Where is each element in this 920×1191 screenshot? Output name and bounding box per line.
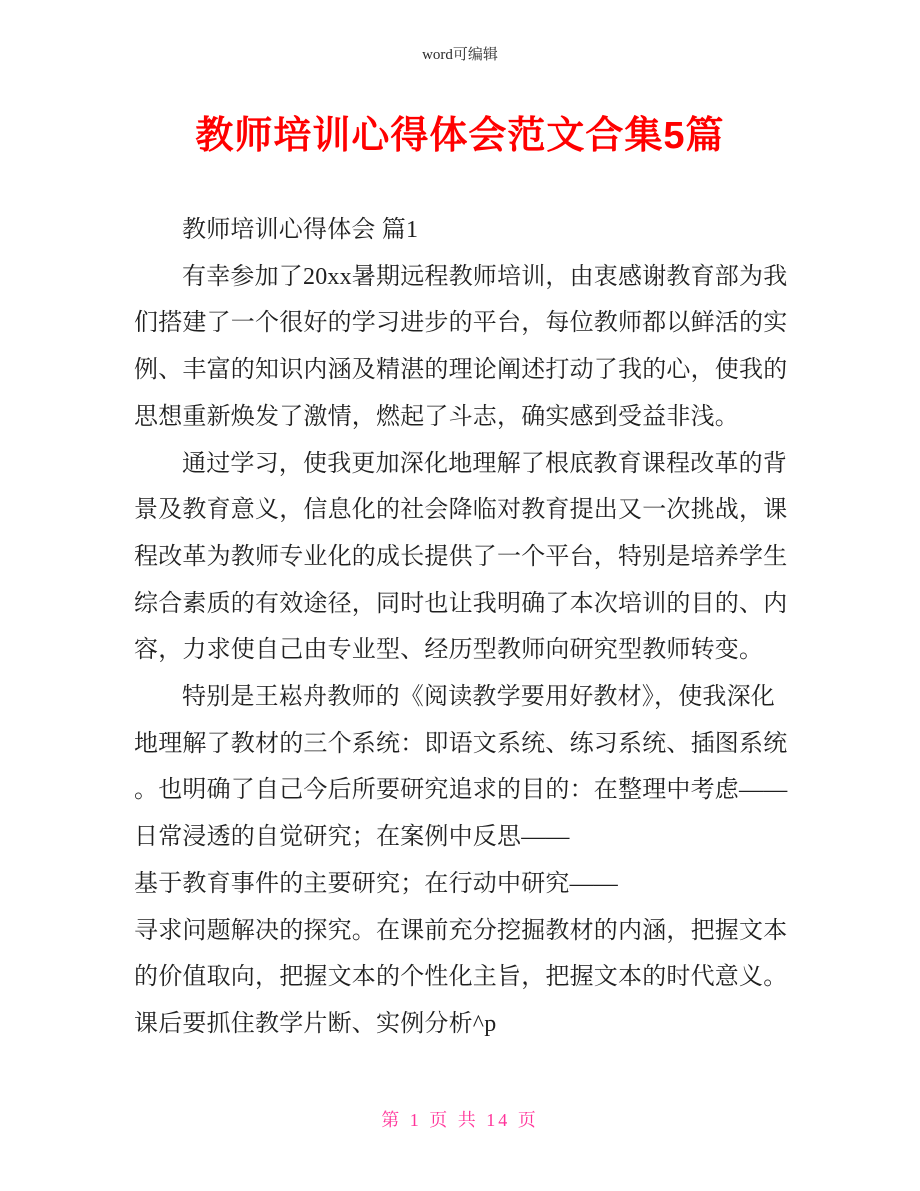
text-line: 例、丰富的知识内涵及精湛的理论阐述打动了我的心，使我的 xyxy=(134,357,788,384)
text-line: 。也明确了自己今后所要研究追求的目的：在整理中考虑—— xyxy=(134,777,788,804)
text-line: 教师培训心得体会 篇1 xyxy=(182,217,419,243)
text-line: 思想重新焕发了激情，燃起了斗志，确实感到受益非浅。 xyxy=(134,403,739,430)
text-line: 们搭建了一个很好的学习进步的平台，每位教师都以鲜活的实 xyxy=(134,310,788,337)
paragraph xyxy=(134,254,794,441)
page-footer: 第 1 页 共 14 页 xyxy=(381,1110,539,1130)
paragraph xyxy=(134,674,794,1048)
page-header-text: word可编辑 xyxy=(422,47,498,63)
text-line: 景及教育意义，信息化的社会降临对教育提出又一次挑战，课 xyxy=(134,497,788,524)
paragraph xyxy=(134,441,794,675)
text-line: 综合素质的有效途径，同时也让我明确了本次培训的目的、内 xyxy=(134,590,788,617)
text-line: 的价值取向，把握文本的个性化主旨，把握文本的时代意义。 xyxy=(134,964,788,991)
text-line: 容，力求使自己由专业型、经历型教师向研究型教师转变。 xyxy=(134,637,764,664)
text-line: 地理解了教材的三个系统：即语文系统、练习系统、插图系统 xyxy=(134,730,788,757)
text-line: 课后要抓住教学片断、实例分析^p xyxy=(134,1010,497,1037)
text-line: 通过学习，使我更加深化地理解了根底教育课程改革的背 xyxy=(182,450,787,477)
text-line: 基于教育事件的主要研究；在行动中研究—— xyxy=(134,870,618,897)
text-line: 特别是王崧舟教师的《阅读教学要用好教材》，使我深化 xyxy=(182,684,775,711)
text-line: 寻求问题解决的探究。在课前充分挖掘教材的内涵，把握文本 xyxy=(134,917,788,944)
text-line: 程改革为教师专业化的成长提供了一个平台，特别是培养学生 xyxy=(134,543,788,570)
document-body xyxy=(134,207,794,1048)
document-title: 教师培训心得体会范文合集5篇 xyxy=(195,115,725,157)
text-line: 日常浸透的自觉研究；在案例中反思—— xyxy=(134,824,570,851)
text-line: 有幸参加了20xx暑期远程教师培训，由衷感谢教育部为我 xyxy=(182,263,788,290)
paragraph xyxy=(134,207,794,254)
